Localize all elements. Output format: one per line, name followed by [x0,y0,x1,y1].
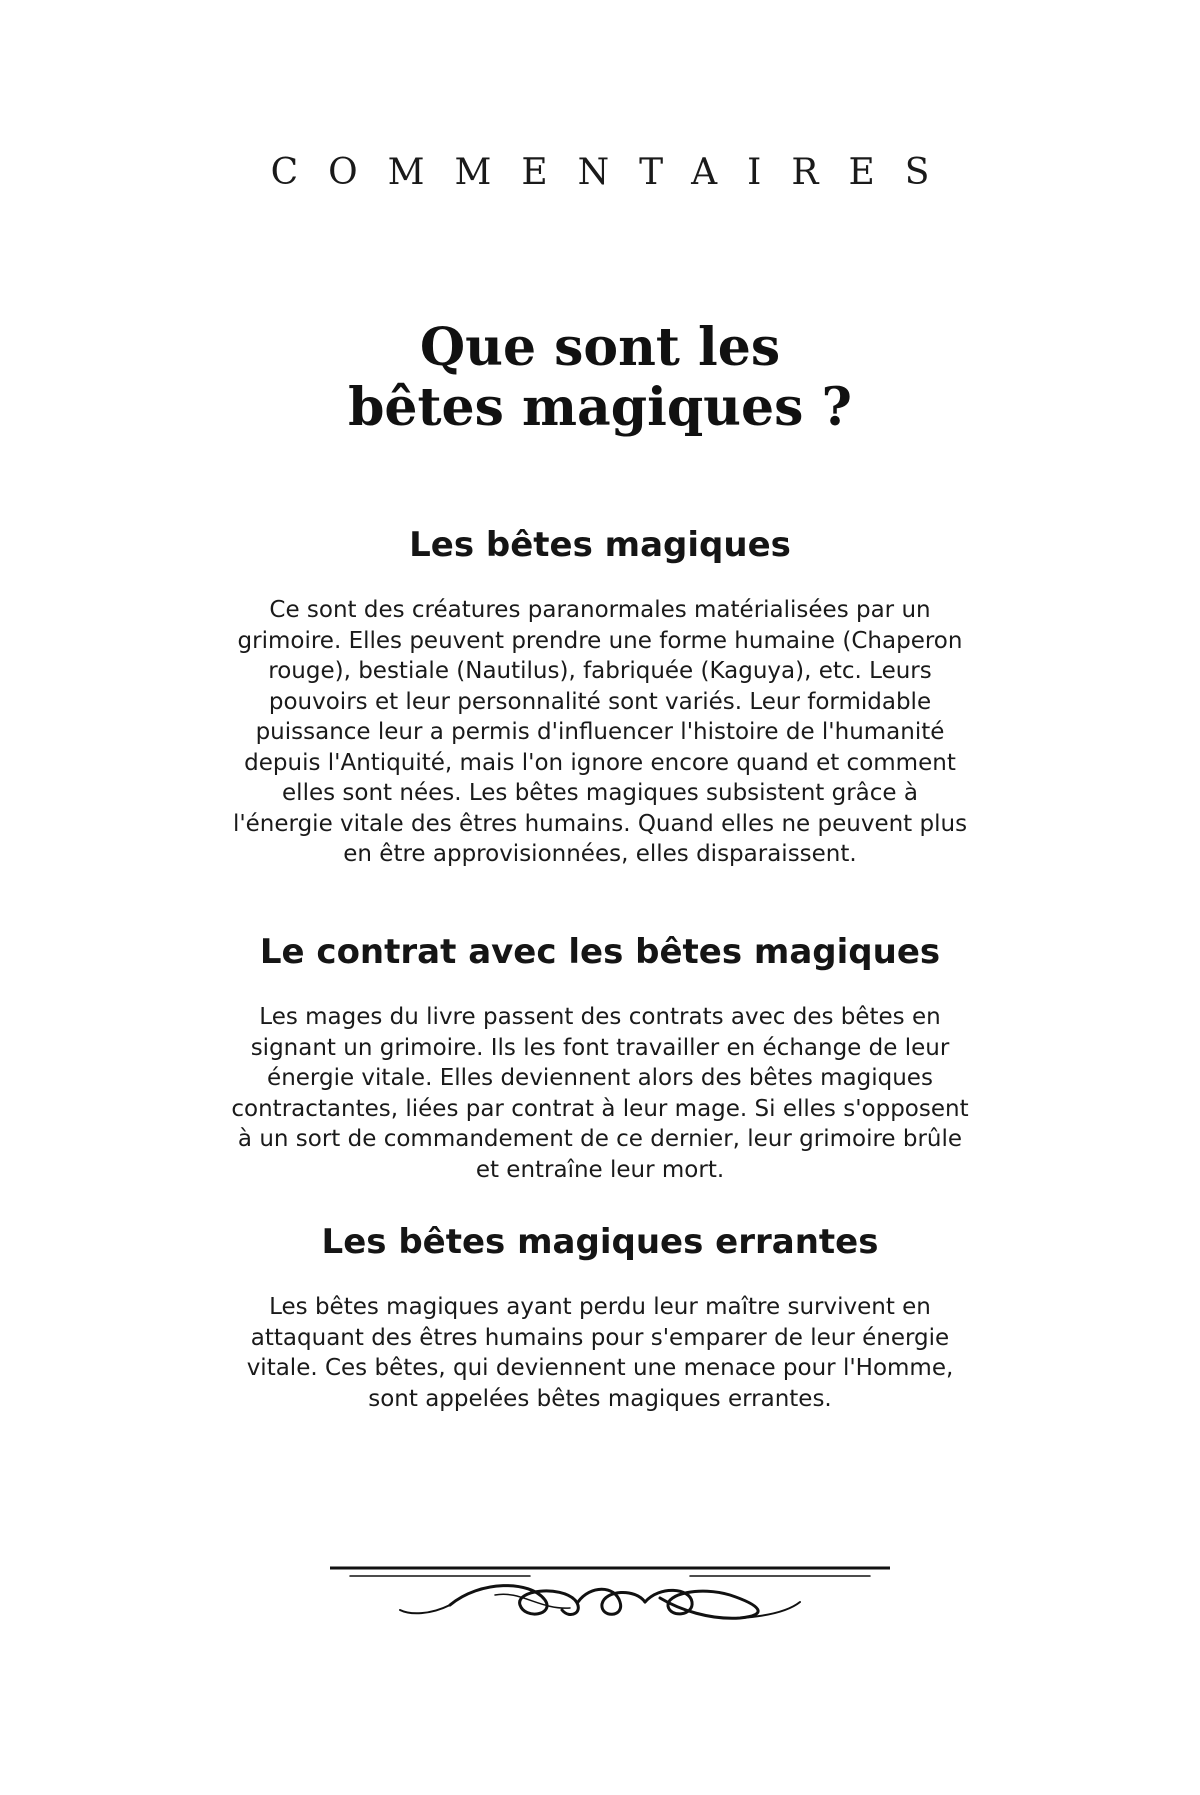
section-body-1: Ce sont des créatures paranormales matérialisées par un grimoire. Elles peuvent prendre une forme humaine (Chaperon rouge), bestiale (Nautilus), fabriquée (Kaguya), etc. Leurs pouvoirs et leur personnalité sont variés. Leur formidable puissance leur a permis d'influencer l'histoire de l'humanité depuis l'Antiquité, mais l'on ignore encore quand et comment elles sont nées. Les bêtes magiques subsistent grâce à l'énergie vitale des êtres humains. Quand elles ne peuvent plus en être approvisionnées, elles disparaissent. [232,597,968,867]
title-line-2: bêtes magiques ? [348,377,852,438]
section-body-2: Les mages du livre passent des contrats avec des bêtes en signant un grimoire. Ils les font travailler en échange de leur énergie vitale. Elles deviennent alors des bêtes magiques contractantes, liées par contrat à leur mage. Si elles s'opposent à un sort de commandement de ce dernier, leur grimoire brûle et entraîne leur mort. [231,1004,969,1183]
section-body-3: Les bêtes magiques ayant perdu leur maître survivent en attaquant des êtres humains pour s'emparer de leur énergie vitale. Ces bêtes, qui deviennent une menace pour l'Homme, sont appelées bêtes magiques errantes. [246,1294,954,1412]
section-heading-1: Les bêtes magiques [409,525,791,565]
header-label: COMMENTAIRES [270,152,960,193]
page-title [0,318,1200,438]
title-line-1: Que sont les [419,317,781,378]
flourish-ornament-icon [330,1560,890,1630]
section-heading-3: Les bêtes magiques errantes [321,1222,879,1262]
section-heading-2: Le contrat avec les bêtes magiques [259,932,941,972]
